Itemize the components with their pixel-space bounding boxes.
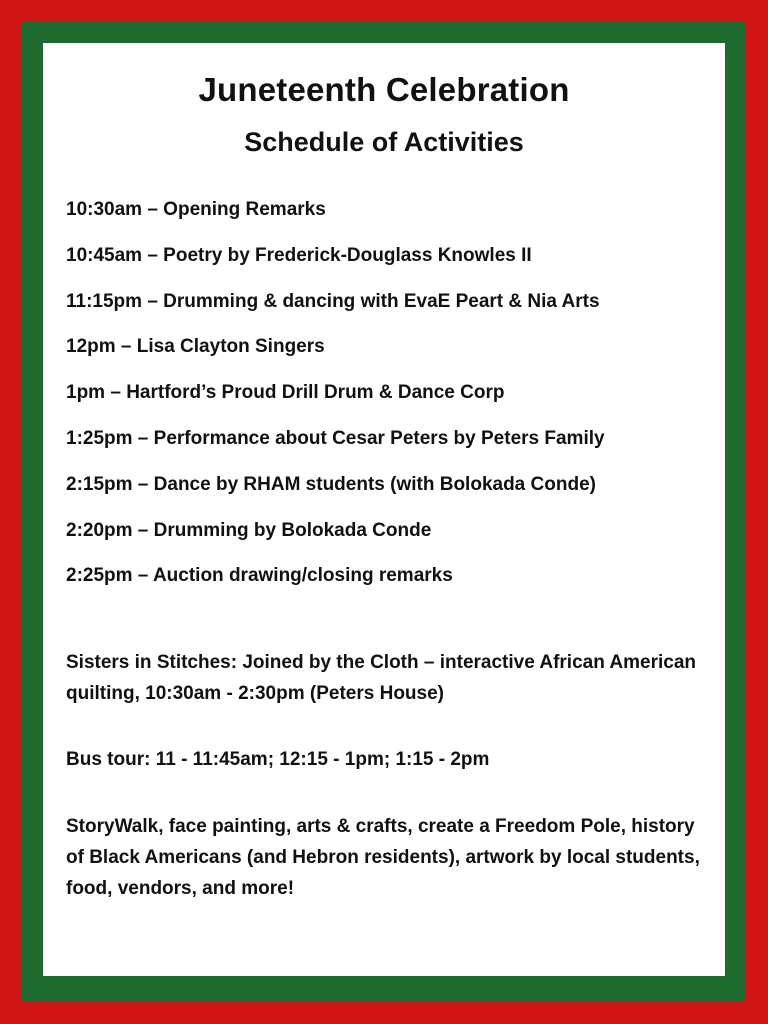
schedule-item: 1pm – Hartford’s Proud Drill Drum & Dance Corp <box>66 382 505 404</box>
schedule-item: 2:20pm – Drumming by Bolokada Conde <box>66 519 432 541</box>
schedule-item: 1:25pm – Performance about Cesar Peters by Peters Family <box>66 427 605 449</box>
schedule-list <box>66 197 706 609</box>
activities-note: StoryWalk, face painting, arts & crafts, create a Freedom Pole, history of Black Americans (and Hebron residents), artwork by local students, food, vendors, and more! <box>66 816 700 899</box>
schedule-item: 10:45am – Poetry by Frederick-Douglass Knowles II <box>66 244 532 266</box>
flyer-panel <box>43 43 725 976</box>
schedule-item: 10:30am – Opening Remarks <box>66 199 326 220</box>
schedule-item: 11:15pm – Drumming & dancing with EvaE Peart & Nia Arts <box>66 290 600 312</box>
schedule-item: 2:25pm – Auction drawing/closing remarks <box>66 565 453 587</box>
bus-tour-note: Bus tour: 11 - 11:45am; 12:15 - 1pm; 1:15 - 2pm <box>66 749 490 770</box>
page-title: Juneteenth Celebration <box>198 71 570 108</box>
schedule-item: 2:15pm – Dance by RHAM students (with Bolokada Conde) <box>66 473 596 495</box>
schedule-item: 12pm – Lisa Clayton Singers <box>66 336 325 358</box>
quilting-note: Sisters in Stitches: Joined by the Cloth – interactive African American quilting, 10:30am - 2:30pm (Peters House) <box>66 652 696 704</box>
page-subtitle: Schedule of Activities <box>244 127 524 157</box>
